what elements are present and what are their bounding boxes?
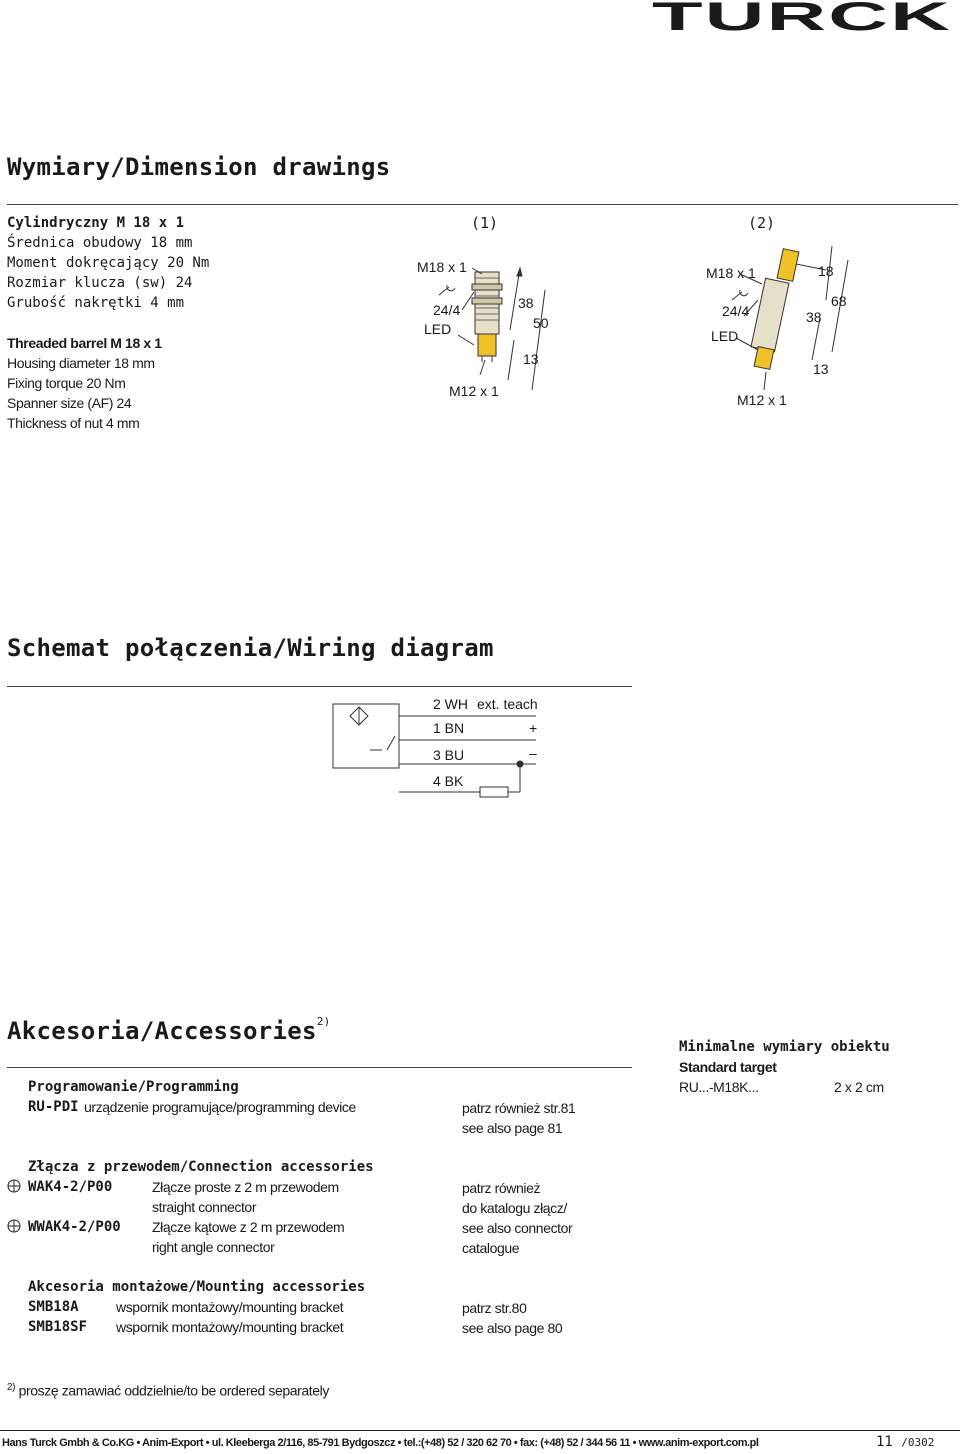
footnote-text: proszę zamawiać oddzielnie/to be ordered separately bbox=[18, 1382, 329, 1399]
spec-line: Cylindryczny M 18 x 1 bbox=[7, 215, 185, 231]
wire-3bu: 3 BU bbox=[433, 747, 465, 763]
wire-ext-teach: ext. teach bbox=[477, 696, 538, 712]
wire-2wh: 2 WH bbox=[433, 696, 468, 712]
d1-thread: M18 x 1 bbox=[417, 259, 467, 275]
spec-line: Thickness of nut 4 mm bbox=[7, 415, 140, 431]
spec-line: Moment dokręcający 20 Nm bbox=[7, 255, 210, 271]
spec-line: Średnica obudowy 18 mm bbox=[7, 235, 193, 251]
d2-38: 38 bbox=[806, 309, 822, 325]
wire-4bk: 4 BK bbox=[433, 773, 464, 789]
svg-text:TURCK: TURCK bbox=[652, 0, 952, 34]
conn-ref: do katalogu złącz/ bbox=[462, 1200, 567, 1216]
accessories-title-text: Akcesoria/Accessories bbox=[7, 1017, 317, 1045]
mount-desc: wspornik montażowy/mounting bracket bbox=[116, 1299, 344, 1315]
connector-icon bbox=[7, 1218, 21, 1237]
mount-ref: see also page 80 bbox=[462, 1320, 563, 1336]
drawing2-label: (2) bbox=[748, 214, 776, 232]
mount-ref: patrz str.80 bbox=[462, 1300, 527, 1316]
conn-ref: catalogue bbox=[462, 1240, 520, 1256]
prog-desc: urządzenie programujące/programming device bbox=[84, 1099, 356, 1115]
divider bbox=[7, 204, 958, 205]
connection-title: Złącza z przewodem/Connection accessories bbox=[28, 1159, 374, 1175]
conn-desc: straight connector bbox=[152, 1199, 257, 1215]
page-num: 11 bbox=[876, 1434, 893, 1450]
footer-address: Hans Turck Gmbh & Co.KG • Anim-Export • ul. Kleeberga 2/116, 85-791 Bydgoszcz • tel.:(+48) 52 / 320 62 70 • fax: (+48) 52 / 344 56 11 • www.anim-export.com.pl bbox=[2, 1437, 759, 1449]
conn-desc: right angle connector bbox=[152, 1239, 275, 1255]
spec-line: Housing diameter 18 mm bbox=[7, 355, 155, 371]
mount-code: SMB18SF bbox=[28, 1319, 88, 1335]
d2-18: 18 bbox=[818, 263, 834, 279]
d1-50: 50 bbox=[533, 315, 549, 331]
divider bbox=[7, 686, 632, 687]
footnote bbox=[7, 1378, 329, 1401]
wire-minus: – bbox=[529, 745, 537, 761]
spec-line: Fixing torque 20 Nm bbox=[7, 375, 126, 391]
footnote-ref: 2) bbox=[316, 1015, 331, 1028]
std-target-label: Standard target bbox=[679, 1059, 777, 1075]
d1-led: LED bbox=[424, 321, 452, 337]
page-number bbox=[876, 1434, 934, 1450]
d2-led: LED bbox=[711, 328, 739, 344]
divider bbox=[7, 1067, 632, 1068]
std-target-size: 2 x 2 cm bbox=[834, 1079, 884, 1095]
min-target-title: Minimalne wymiary obiektu bbox=[679, 1039, 890, 1055]
mounting-title: Akcesoria montażowe/Mounting accessories bbox=[28, 1279, 366, 1295]
spec-line: Threaded barrel M 18 x 1 bbox=[7, 335, 162, 351]
edition: /0302 bbox=[901, 1436, 935, 1449]
wire-1bn: 1 BN bbox=[433, 720, 465, 736]
spec-line: Rozmiar klucza (sw) 24 bbox=[7, 275, 193, 291]
programming-title: Programowanie/Programming bbox=[28, 1079, 239, 1095]
d2-connector: M12 x 1 bbox=[737, 392, 787, 408]
conn-desc: Złącze proste z 2 m przewodem bbox=[152, 1179, 339, 1195]
footer-divider bbox=[0, 1430, 960, 1431]
d1-13: 13 bbox=[523, 351, 539, 367]
d1-connector: M12 x 1 bbox=[449, 383, 499, 399]
prog-ref1: patrz również str.81 bbox=[462, 1100, 576, 1116]
wiring-title: Schemat połączenia/Wiring diagram bbox=[7, 634, 494, 662]
dimension-title: Wymiary/Dimension drawings bbox=[7, 153, 391, 181]
conn-ref: patrz również bbox=[462, 1180, 541, 1196]
mount-desc: wspornik montażowy/mounting bracket bbox=[116, 1319, 344, 1335]
conn-desc: Złącze kątowe z 2 m przewodem bbox=[152, 1219, 345, 1235]
connector-icon bbox=[7, 1178, 21, 1197]
spec-line: Spanner size (AF) 24 bbox=[7, 395, 132, 411]
conn-code: WWAK4-2/P00 bbox=[28, 1219, 121, 1235]
turck-logo bbox=[652, 0, 954, 34]
spec-line: Grubość nakrętki 4 mm bbox=[7, 295, 185, 311]
specs-pl bbox=[7, 213, 209, 313]
conn-ref: see also connector bbox=[462, 1220, 573, 1236]
prog-code: RU-PDI bbox=[28, 1099, 79, 1115]
d2-spanner: 24/4 bbox=[722, 303, 750, 319]
std-target-model: RU...-M18K... bbox=[679, 1079, 759, 1095]
spanner-icon bbox=[437, 282, 459, 301]
accessories-title bbox=[7, 1015, 331, 1045]
wire-plus: + bbox=[529, 720, 538, 736]
mount-code: SMB18A bbox=[28, 1299, 79, 1315]
prog-ref2: see also page 81 bbox=[462, 1120, 563, 1136]
footnote-mark: 2) bbox=[7, 1382, 16, 1393]
specs-en bbox=[7, 333, 162, 433]
d1-38: 38 bbox=[518, 295, 534, 311]
d2-thread: M18 x 1 bbox=[706, 265, 756, 281]
d2-13: 13 bbox=[813, 361, 829, 377]
conn-code: WAK4-2/P00 bbox=[28, 1179, 113, 1195]
drawing1-label: (1) bbox=[471, 214, 499, 232]
d1-spanner: 24/4 bbox=[433, 302, 461, 318]
d2-68: 68 bbox=[831, 293, 847, 309]
